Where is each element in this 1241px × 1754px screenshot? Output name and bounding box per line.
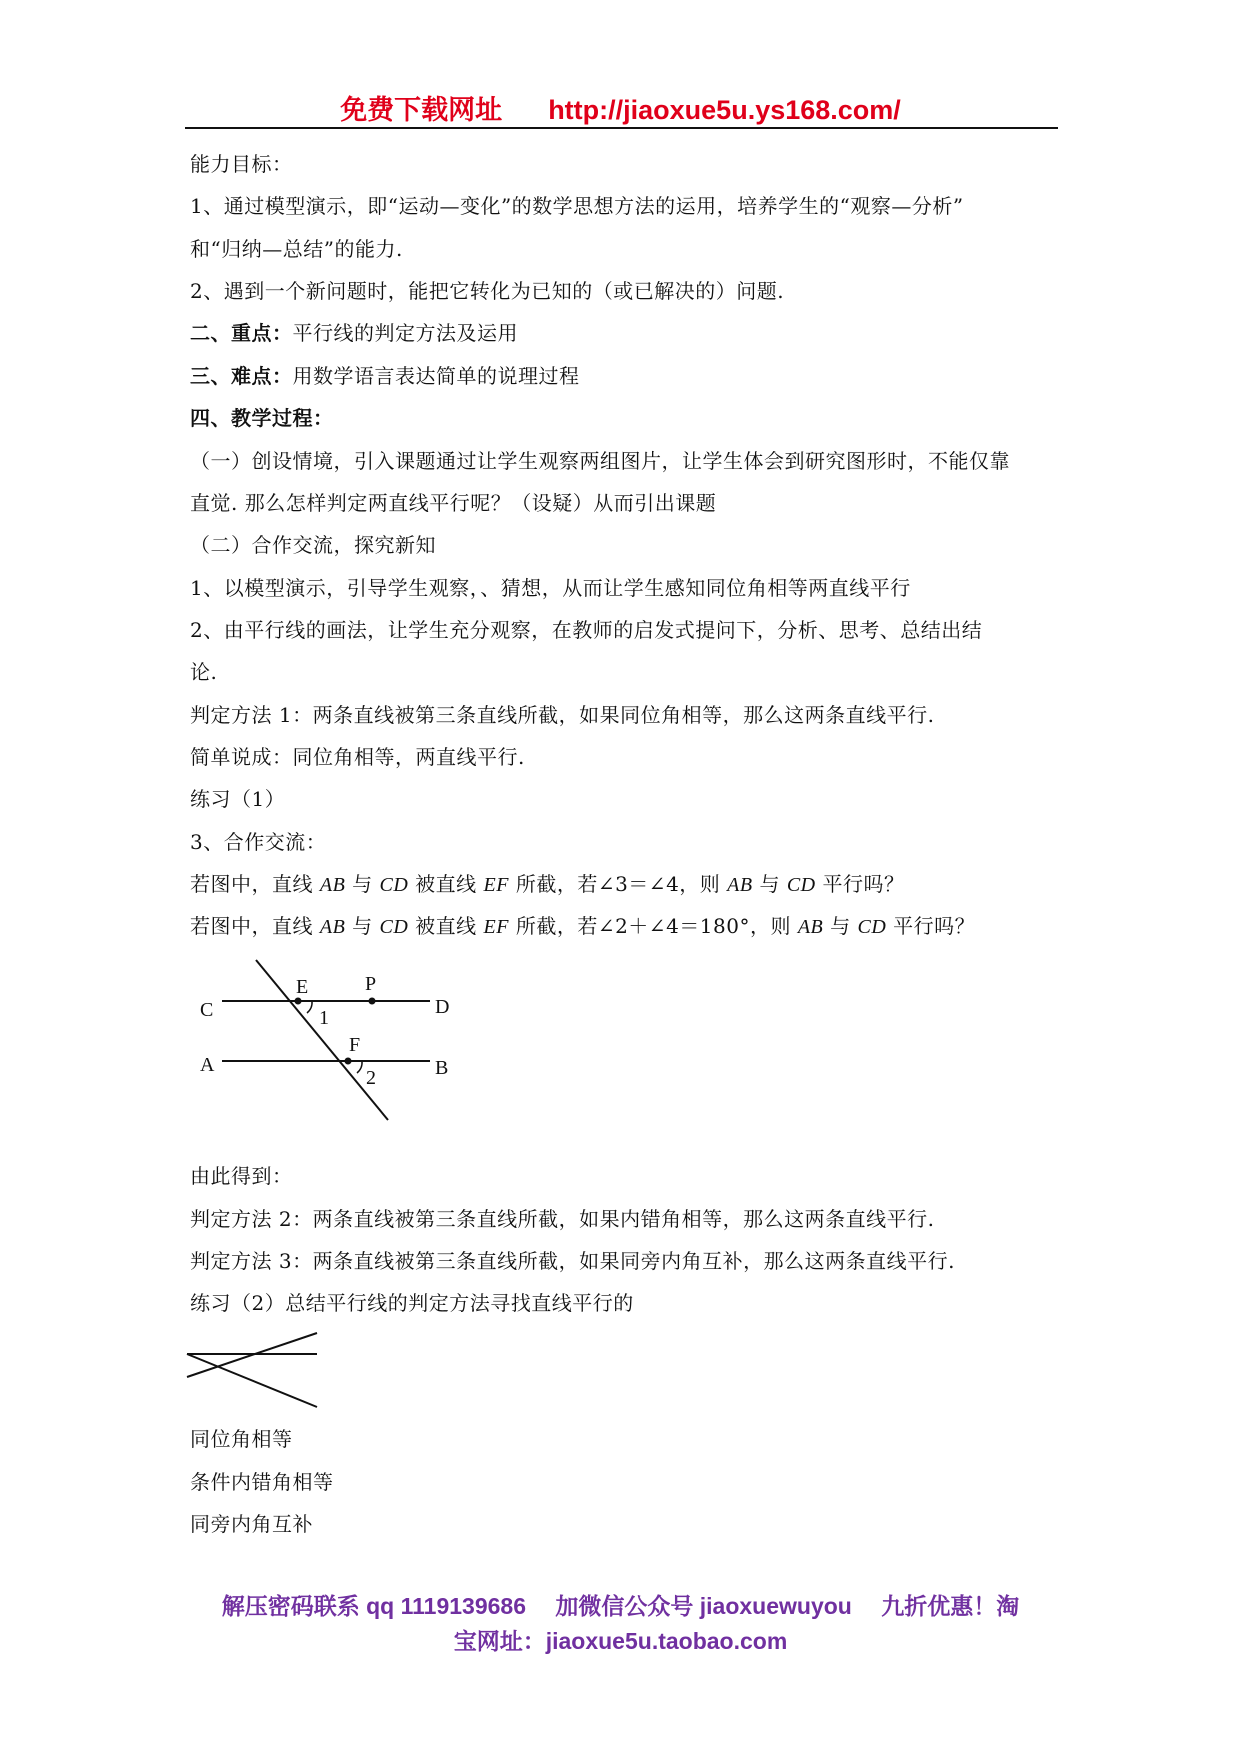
label-angle-2: 2 [366,1067,376,1089]
conclusion-heading: 由此得到： [190,1164,293,1188]
label-angle-1: 1 [319,1007,329,1029]
method-2: 判定方法 2：两条直线被第三条直线所截，如果内错角相等，那么这两条直线平行. [190,1207,935,1231]
header [0,88,1241,127]
label-c: C [200,999,214,1021]
method-1: 判定方法 1：两条直线被第三条直线所截，如果同位角相等，那么这两条直线平行. [190,703,935,727]
ability-goals-heading: 能力目标： [190,152,293,176]
point-e [295,998,302,1005]
method-1-short: 简单说成：同位角相等，两直线平行. [190,745,525,769]
item-2-cont: 论. [190,660,218,684]
header-rule [185,127,1058,129]
item-3: 3、合作交流： [190,830,327,854]
label-d: D [435,996,450,1018]
header-label: 免费下载网址 [340,95,503,125]
item-2: 2、由平行线的画法，让学生充分观察，在教师的启发式提问下，分析、思考、总结出结 [190,618,983,642]
footer-line-2[interactable]: 宝网址：jiaoxue5u.taobao.com [453,1628,788,1654]
cond-corresponding: 同位角相等 [190,1427,293,1451]
question-1: 若图中，直线 AB 与 CD 被直线 EF 所截，若∠3＝∠4，则 AB 与 CD 平行吗？ [190,872,905,896]
label-f: F [349,1034,361,1056]
goal-1: 1、通过模型演示，即“运动—变化”的数学思想方法的运用，培养学生的“观察—分析” [190,194,964,218]
footer-line-1: 解压密码联系 qq 1119139686 加微信公众号 jiaoxuewuyou 九折优惠！淘 [221,1593,1020,1619]
goal-1-cont: 和“归纳—总结”的能力. [190,237,403,261]
label-p: P [365,973,377,995]
key-point [190,320,518,346]
label-e: E [296,976,309,998]
method-3: 判定方法 3：两条直线被第三条直线所截，如果同旁内角互补，那么这两条直线平行. [190,1249,955,1273]
difficulty [190,363,580,389]
label-a: A [200,1054,215,1076]
difficulty-label: 三、难点： [190,364,293,388]
item-1: 1、以模型演示，引导学生观察，、猜想，从而让学生感知同位角相等两直线平行 [190,576,911,600]
question-2: 若图中，直线 AB 与 CD 被直线 EF 所截，若∠2＋∠4＝180°，则 AB 与 CD 平行吗？ [190,914,976,938]
step-1-cont: 直觉. 那么怎样判定两直线平行呢？（设疑）从而引出课题 [190,491,717,515]
exercise-2: 练习（2）总结平行线的判定方法寻找直线平行的 [190,1291,634,1315]
difficulty-text: 用数学语言表达简单的说理过程 [292,364,580,388]
goal-2: 2、遇到一个新问题时，能把它转化为已知的（或已解决的）问题. [190,279,785,303]
cond-alternate: 条件内错角相等 [190,1470,334,1494]
parallel-lines-figure [190,950,470,1125]
point-f [345,1058,352,1065]
process-heading: 四、教学过程： [190,406,334,430]
step-1: （一）创设情境，引入课题通过让学生观察两组图片，让学生体会到研究图形时，不能仅靠 [190,449,1010,473]
label-b: B [435,1057,449,1079]
point-p [369,998,376,1005]
header-url[interactable]: http://jiaoxue5u.ys168.com/ [548,95,901,125]
angle-2-arc [357,1061,362,1073]
exercise-1: 练习（1） [190,787,286,811]
crossing-lines-figure [185,1330,325,1410]
line-falling [187,1354,317,1407]
key-point-text: 平行线的判定方法及运用 [292,321,518,345]
key-point-label: 二、重点： [190,321,293,345]
cond-interior: 同旁内角互补 [190,1512,313,1536]
angle-1-arc [307,1001,312,1013]
step-2: （二）合作交流，探究新知 [190,533,436,557]
